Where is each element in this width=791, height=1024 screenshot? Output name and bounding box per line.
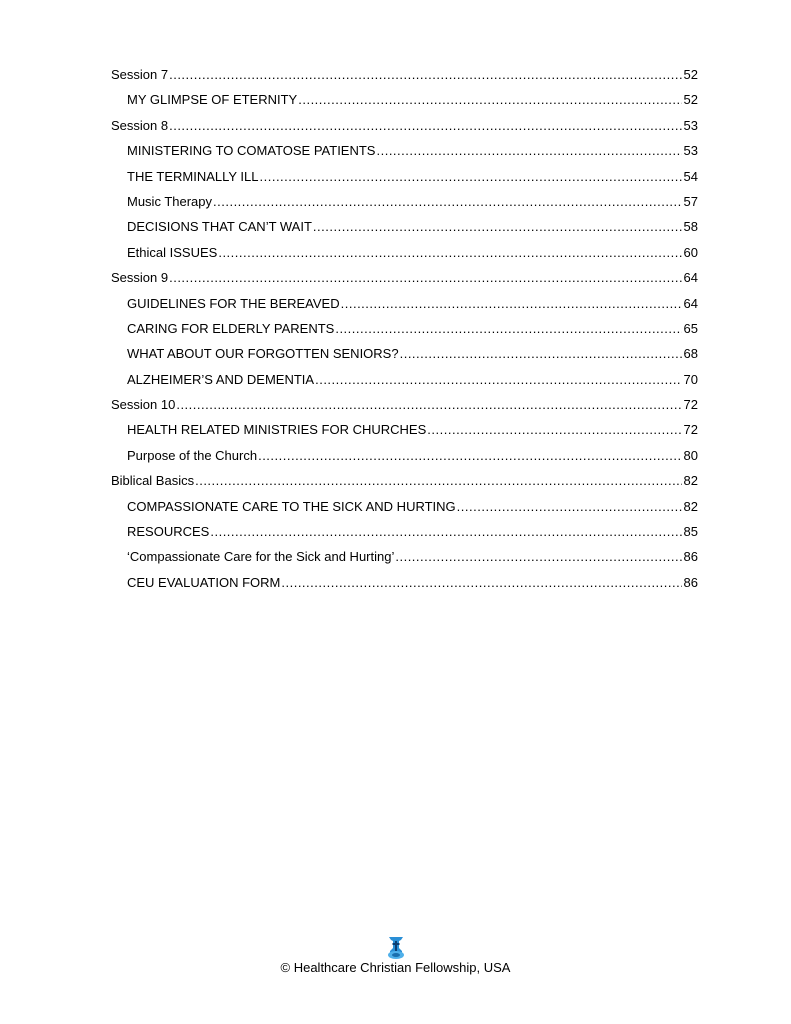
toc-entry-title: MINISTERING TO COMATOSE PATIENTS [127,143,376,159]
toc-subentry[interactable] [111,191,698,216]
toc-dot-leader [335,318,681,339]
toc-dot-leader [176,394,681,415]
toc-dot-leader [315,369,681,390]
toc-dot-leader [341,293,682,314]
toc-entry-title: CARING FOR ELDERLY PARENTS [127,320,335,336]
toc-page-number: 54 [683,168,698,184]
toc-page-number: 85 [683,524,698,540]
toc-page-number: 82 [683,473,698,489]
toc-entry-title: HEALTH RELATED MINISTRIES FOR CHURCHES [127,422,427,438]
toc-page-number: 64 [683,295,698,311]
toc-subentry[interactable] [111,369,698,394]
toc-subentry[interactable] [111,216,698,241]
toc-subentry[interactable] [111,293,698,318]
toc-dot-leader [258,445,681,466]
toc-subentry[interactable] [111,521,698,546]
toc-dot-leader [313,216,682,237]
toc-dot-leader [298,89,681,110]
toc-entry-title: THE TERMINALLY ILL [127,168,259,184]
toc-entry-title: ALZHEIMER’S AND DEMENTIA [127,371,315,387]
footer-copyright: © Healthcare Christian Fellowship, USA [280,960,511,975]
toc-entry-title: MY GLIMPSE OF ETERNITY [127,92,298,108]
toc-dot-leader [169,267,681,288]
toc-page-number: 53 [683,143,698,159]
toc-subentry[interactable] [111,546,698,571]
toc-page-number: 86 [683,574,698,590]
toc-entry-title: Session 10 [111,397,176,413]
toc-dot-leader [195,470,681,491]
toc-dot-leader [427,419,681,440]
toc-page-number: 58 [683,219,698,235]
toc-dot-leader [169,64,681,85]
toc-session-entry[interactable] [111,64,698,89]
toc-dot-leader [169,115,681,136]
toc-entry-title: Music Therapy [127,193,213,209]
toc-entry-title: GUIDELINES FOR THE BEREAVED [127,295,340,311]
toc-page-number: 70 [683,371,698,387]
toc-session-entry[interactable] [111,267,698,292]
toc-page-number: 86 [683,549,698,565]
toc-dot-leader [400,343,682,364]
toc-dot-leader [395,546,681,567]
toc-subentry[interactable] [111,572,698,597]
toc-entry-title: ‘Compassionate Care for the Sick and Hurting’ [127,549,395,565]
toc-page-number: 72 [683,422,698,438]
toc-dot-leader [281,572,681,593]
toc-page-number: 52 [683,92,698,108]
toc-page-number: 60 [683,244,698,260]
toc-dot-leader [210,521,681,542]
toc-entry-title: CEU EVALUATION FORM [127,574,281,590]
toc-page-number: 57 [683,193,698,209]
toc-session-entry[interactable] [111,115,698,140]
toc-subentry[interactable] [111,242,698,267]
toc-dot-leader [213,191,682,212]
toc-page-number: 53 [683,117,698,133]
toc-subentry[interactable] [111,318,698,343]
toc-subentry[interactable] [111,445,698,470]
toc-dot-leader [457,496,682,517]
toc-page-number: 72 [683,397,698,413]
table-of-contents [111,64,698,597]
toc-subentry[interactable] [111,496,698,521]
toc-entry-title: Session 8 [111,117,169,133]
toc-subentry[interactable] [111,343,698,368]
toc-entry-title: RESOURCES [127,524,210,540]
toc-entry-title: COMPASSIONATE CARE TO THE SICK AND HURTING [127,498,456,514]
toc-page-number: 65 [683,320,698,336]
toc-dot-leader [260,166,682,187]
toc-entry-title: Purpose of the Church [127,447,258,463]
toc-session-entry[interactable] [111,394,698,419]
toc-page-number: 82 [683,498,698,514]
toc-entry-title: Session 9 [111,270,169,286]
toc-page-number: 52 [683,67,698,82]
toc-entry-title: DECISIONS THAT CAN’T WAIT [127,219,312,235]
toc-entry-title: Session 7 [111,67,169,82]
toc-session-entry[interactable] [111,470,698,495]
toc-page-number: 64 [683,270,698,286]
toc-subentry[interactable] [111,166,698,191]
fellowship-cross-logo-icon [385,934,407,960]
toc-subentry[interactable] [111,89,698,114]
toc-entry-title: WHAT ABOUT OUR FORGOTTEN SENIORS? [127,346,399,362]
toc-entry-title: Ethical ISSUES [127,244,218,260]
toc-entry-title: Biblical Basics [111,473,195,489]
toc-page-number: 68 [683,346,698,362]
toc-page-number: 80 [683,447,698,463]
toc-subentry[interactable] [111,419,698,444]
toc-dot-leader [218,242,681,263]
toc-subentry[interactable] [111,140,698,165]
toc-dot-leader [376,140,681,161]
